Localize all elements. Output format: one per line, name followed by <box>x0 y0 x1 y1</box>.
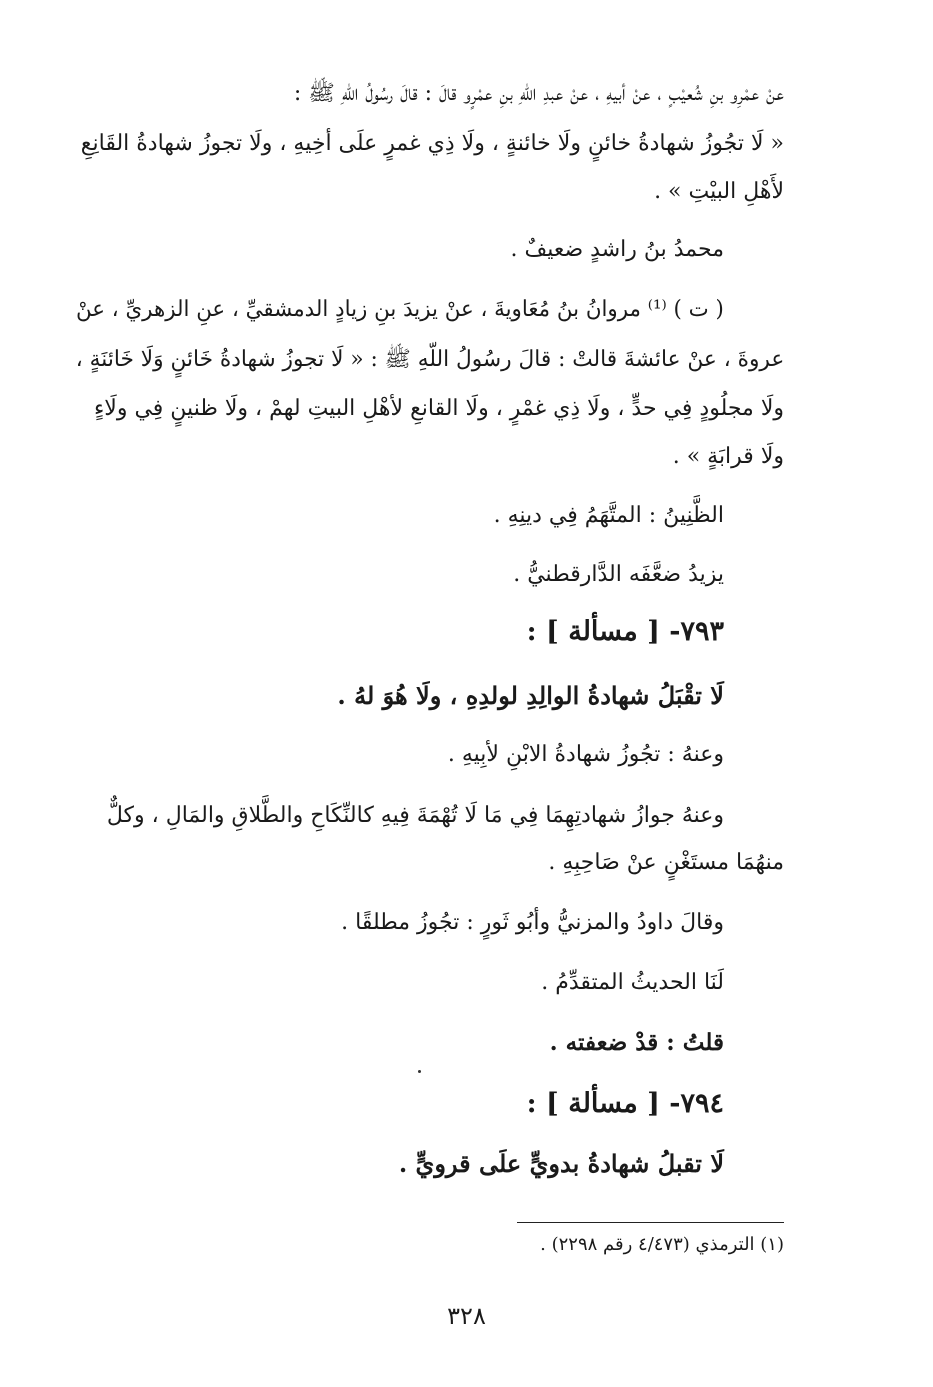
text-line: وعنهُ جوازُ شهادتِهِمَا فِي مَا لَا تُهْمَةَ فِيهِ كالنِّكَاحِ والطَّلاقِ والمَالِ ، وكلٌّ <box>106 803 724 828</box>
text-line: لَنَا الحديثُ المتقدِّمُ . <box>541 970 724 995</box>
issue-heading: ٧٩٣- [ مسألة ] : <box>526 616 724 647</box>
footnote: (١) الترمذي (٤/٤٧٣ رقم ٢٢٩٨) . <box>540 1234 784 1255</box>
text-line: يزيدُ ضعَّفَه الدَّارقطنيُّ . <box>513 562 724 587</box>
page-number: ٣٢٨ <box>447 1302 486 1330</box>
text-line: عروةَ ، عنْ عائشةَ قالتْ : قالَ رسُولُ اللّهِ ﷺ : « لَا تجوزُ شهادةُ خَائنٍ وَلَا خَائنَةٍ ، <box>75 347 784 372</box>
text-line: منهُمَا مستَغْنٍ عنْ صَاحِبِهِ . <box>548 850 784 875</box>
speck <box>418 1070 421 1073</box>
issue-ruling: لَا تقبلُ شهادةُ بدويٍّ علَى قرويٍّ . <box>398 1149 724 1178</box>
text-line: الظَّنِينُ : المتَّهَمُ فِي دينِهِ . <box>493 503 724 528</box>
footnote-divider <box>517 1222 784 1223</box>
text-line: ولَا مجلُودٍ فِي حدٍّ ، ولَا ذِي غمْرٍ ، ولَا القانعِ لأهْلِ البيتِ لهمْ ، ولَا ظنينٍ فِي ولَاءٍ <box>93 396 784 421</box>
issue-heading: ٧٩٤- [ مسألة ] : <box>526 1088 724 1119</box>
text-line: « لَا تجُوزُ شهادةُ خائنٍ ولَا خائنةٍ ، ولَا ذِي غمرٍ علَى أخِيهِ ، ولَا تجوزُ شهادةُ القَانِعِ <box>80 131 784 156</box>
text-line: وقالَ داودُ والمزنيُّ وأبُو ثَورٍ : تجُوزُ مطلقًا . <box>341 910 724 935</box>
text-line: وعنهُ : تجُوزُ شهادةُ الابْنِ لأبِيهِ . <box>447 742 724 767</box>
text-line: عنْ عمْرِو بنِ شُعيْبٍ ، عنْ أبيهِ ، عنْ عبدِ اللّهِ بنِ عمْرٍو قالَ : قالَ رسُولُ اللّهِ ﷺ : <box>293 81 784 106</box>
text-line: ( ت ) ⁽¹⁾ مروانُ بنُ مُعَاويةَ ، عنْ يزيدَ بنِ زيادٍ الدمشقيِّ ، عنِ الزهريِّ ، عنْ <box>76 297 724 322</box>
text-line: لأَهْلِ البيْتِ » . <box>654 179 784 204</box>
text-line: محمدُ بنُ راشدٍ ضعيفٌ . <box>510 237 724 262</box>
author-comment: قلتُ : قدْ ضعفته . <box>549 1029 724 1056</box>
issue-ruling: لَا تقْبَلُ شهادةُ الوالِدِ لولدِهِ ، ولَا هُوَ لهُ . <box>337 681 724 710</box>
text-line: ولَا قرابَةٍ » . <box>672 444 784 469</box>
